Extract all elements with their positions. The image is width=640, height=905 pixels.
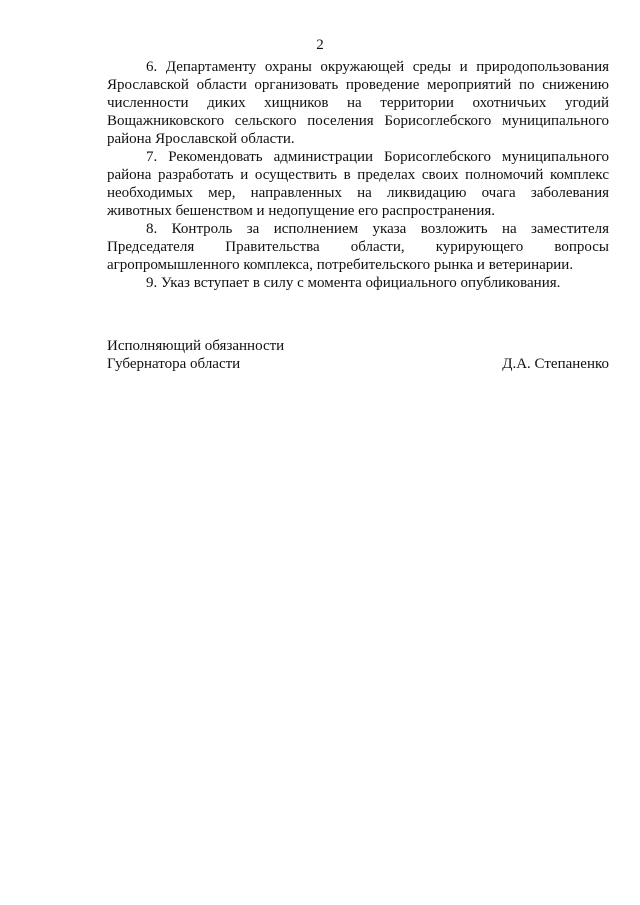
signatory-position-line1: Исполняющий обязанности bbox=[107, 338, 285, 354]
text-line: 9. Указ вступает в силу с момента официального опубликования. bbox=[146, 275, 561, 291]
text-line: Вощажниковского сельского поселения Борисоглебского муниципального bbox=[107, 113, 609, 129]
text-line: Ярославской области организовать проведение мероприятий по снижению bbox=[107, 77, 609, 93]
text-line: необходимых мер, направленных на ликвидацию очага заболевания bbox=[107, 185, 609, 201]
text-line: района разработать и осуществить в пределах своих полномочий комплекс bbox=[107, 167, 609, 183]
text-line: Председателя Правительства области, курирующего вопросы bbox=[107, 239, 609, 255]
paragraph-9 bbox=[107, 274, 609, 292]
text-line: района Ярославской области. bbox=[107, 131, 295, 147]
paragraph-7 bbox=[107, 148, 609, 220]
decree-body bbox=[107, 58, 609, 292]
signatory-name: Д.А. Степаненко bbox=[502, 356, 609, 372]
text-line: агропромышленного комплекса, потребительского рынка и ветеринарии. bbox=[107, 257, 574, 273]
page-number: 2 bbox=[316, 37, 324, 53]
text-line: 8. Контроль за исполнением указа возложить на заместителя bbox=[146, 221, 609, 237]
text-line: 6. Департаменту охраны окружающей среды и природопользования bbox=[146, 59, 609, 75]
signature-row bbox=[107, 355, 609, 373]
text-line: численности диких хищников на территории охотничьих угодий bbox=[107, 95, 609, 111]
text-line: животных бешенством и недопущение его распространения. bbox=[107, 203, 496, 219]
signature-block bbox=[107, 337, 609, 373]
text-line: 7. Рекомендовать администрации Борисоглебского муниципального bbox=[146, 149, 609, 165]
paragraph-6 bbox=[107, 58, 609, 148]
signatory-position-line2: Губернатора области bbox=[107, 356, 241, 372]
paragraph-8 bbox=[107, 220, 609, 274]
